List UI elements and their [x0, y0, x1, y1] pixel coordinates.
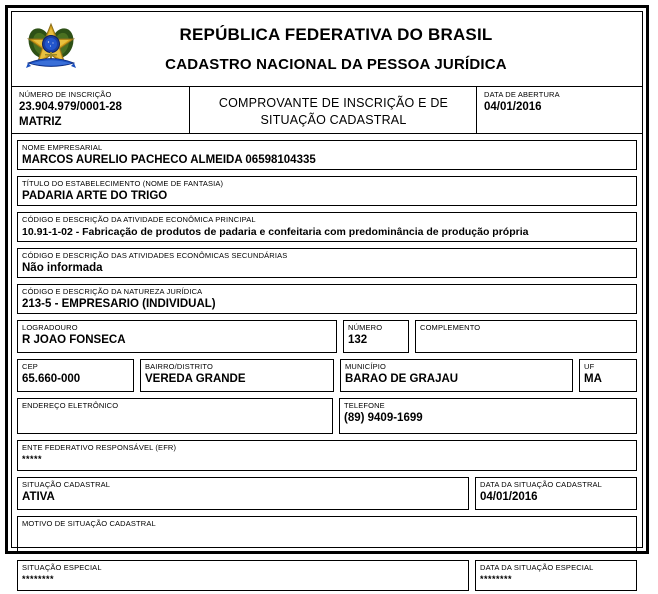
telefone-value: (89) 9409-1699 [344, 412, 423, 424]
titulo-estabelecimento-label: TÍTULO DO ESTABELECIMENTO (NOME DE FANTASIA) [22, 179, 224, 188]
logradouro-field [17, 320, 337, 353]
titulo-estabelecimento-value: PADARIA ARTE DO TRIGO [22, 190, 168, 202]
identification-strip [12, 87, 642, 134]
inscription-number-value: 23.904.979/0001-28 [19, 101, 122, 113]
natureza-juridica-field [17, 284, 637, 314]
motivo-situacao-label: MOTIVO DE SITUAÇÃO CADASTRAL [22, 519, 156, 528]
uf-label: UF [584, 362, 595, 371]
motivo-situacao-field [17, 516, 637, 554]
efr-field [17, 440, 637, 471]
situacao-especial-value: ******** [22, 574, 55, 584]
opening-date-value: 04/01/2016 [484, 101, 542, 113]
brazil-coat-of-arms-icon [26, 21, 76, 77]
telefone-field [339, 398, 637, 434]
row-atividade-principal [12, 209, 642, 245]
inscription-number-label: NÚMERO DE INSCRIÇÃO [19, 90, 112, 99]
email-label: ENDEREÇO ELETRÔNICO [22, 401, 119, 410]
situacao-cadastral-label: SITUAÇÃO CADASTRAL [22, 480, 111, 489]
uf-field [579, 359, 637, 392]
data-situacao-especial-value: ******** [480, 574, 513, 584]
efr-value: ***** [22, 454, 43, 464]
logradouro-label: LOGRADOURO [22, 323, 78, 332]
bairro-value: VEREDA GRANDE [145, 373, 246, 385]
document-body [12, 134, 642, 594]
row-endereco-linha2 [12, 356, 642, 395]
uf-value: MA [584, 373, 602, 385]
complemento-field [415, 320, 637, 353]
row-natureza-juridica [12, 281, 642, 317]
data-situacao-cadastral-field [475, 477, 637, 510]
row-efr [12, 437, 642, 474]
titulo-estabelecimento-field [17, 176, 637, 206]
document-inner-frame [11, 11, 643, 584]
cep-label: CEP [22, 362, 38, 371]
cnpj-title: CADASTRO NACIONAL DA PESSOA JURÍDICA [165, 56, 507, 73]
data-situacao-especial-label: DATA DA SITUAÇÃO ESPECIAL [480, 563, 594, 572]
row-nome-empresarial [12, 137, 642, 173]
natureza-juridica-value: 213-5 - EMPRESARIO (INDIVIDUAL) [22, 298, 216, 310]
opening-date-label: DATA DE ABERTURA [484, 90, 560, 99]
efr-label: ENTE FEDERATIVO RESPONSÁVEL (EFR) [22, 443, 177, 452]
atividades-secundarias-label: CÓDIGO E DESCRIÇÃO DAS ATIVIDADES ECONÔMICAS SECUNDÁRIAS [22, 251, 288, 260]
row-titulo-estabelecimento [12, 173, 642, 209]
situacao-especial-label: SITUAÇÃO ESPECIAL [22, 563, 102, 572]
comprovante-title-line2: SITUAÇÃO CADASTRAL [260, 112, 407, 127]
inscription-type-value: MATRIZ [19, 116, 62, 128]
telefone-label: TELEFONE [344, 401, 385, 410]
numero-field [343, 320, 409, 353]
numero-value: 132 [348, 334, 368, 346]
cep-field [17, 359, 134, 392]
bairro-field [140, 359, 334, 392]
cnpj-document [5, 5, 649, 584]
data-situacao-cadastral-label: DATA DA SITUAÇÃO CADASTRAL [480, 480, 602, 489]
republic-title: REPÚBLICA FEDERATIVA DO BRASIL [179, 25, 493, 44]
atividade-principal-label: CÓDIGO E DESCRIÇÃO DA ATIVIDADE ECONÔMICA PRINCIPAL [22, 215, 256, 224]
complemento-label: COMPLEMENTO [420, 323, 481, 332]
situacao-cadastral-field [17, 477, 469, 510]
nome-empresarial-field [17, 140, 637, 170]
comprovante-title-cell [190, 87, 477, 133]
atividades-secundarias-value: Não informada [22, 262, 103, 274]
email-field [17, 398, 333, 434]
document-header [12, 12, 642, 87]
atividades-secundarias-field [17, 248, 637, 278]
emblem-cell [12, 21, 90, 77]
data-situacao-especial-field [475, 560, 637, 591]
municipio-field [340, 359, 573, 392]
municipio-label: MUNICÍPIO [345, 362, 386, 371]
inscription-number-cell [12, 87, 190, 133]
row-endereco-linha1 [12, 317, 642, 356]
nome-empresarial-label: NOME EMPRESARIAL [22, 143, 103, 152]
atividade-principal-field [17, 212, 637, 242]
row-atividades-secundarias [12, 245, 642, 281]
bairro-label: BAIRRO/DISTRITO [145, 362, 213, 371]
logradouro-value: R JOAO FONSECA [22, 334, 126, 346]
numero-label: NÚMERO [348, 323, 383, 332]
municipio-value: BARAO DE GRAJAU [345, 373, 459, 385]
opening-date-cell [477, 87, 642, 133]
situacao-cadastral-value: ATIVA [22, 491, 55, 503]
comprovante-title-line1: COMPROVANTE DE INSCRIÇÃO E DE [218, 95, 449, 110]
data-situacao-cadastral-value: 04/01/2016 [480, 491, 538, 503]
atividade-principal-value: 10.91-1-02 - Fabricação de produtos de padaria e confeitaria com predominância de produção própria [22, 226, 529, 238]
nome-empresarial-value: MARCOS AURELIO PACHECO ALMEIDA 06598104335 [22, 154, 316, 166]
situacao-especial-field [17, 560, 469, 591]
row-contato [12, 395, 642, 437]
natureza-juridica-label: CÓDIGO E DESCRIÇÃO DA NATUREZA JURÍDICA [22, 287, 203, 296]
row-motivo [12, 513, 642, 557]
cep-value: 65.660-000 [22, 373, 81, 385]
header-titles [90, 25, 642, 73]
row-situacao-cadastral [12, 474, 642, 513]
